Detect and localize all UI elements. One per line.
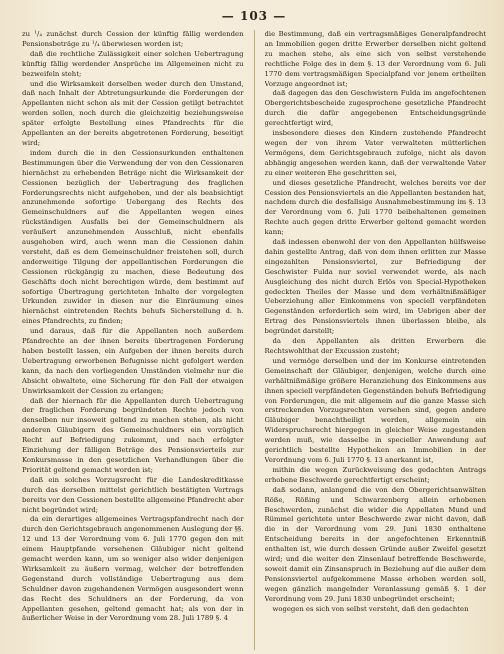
paragraph: und dieses gesetzliche Pfandrecht, welches bereits vor der Cession des Pensionsviertels an die Appellanten bestanden hat, nachdem durch die desfallsige Ausnahmebestimmung im §. 13 der Verordnung vom 6. Juli 1770 beibehaltenen gemeinen Rechte auch gegen dritte Erwerber geltend gemacht werden kann; bbox=[264, 178, 486, 237]
paragraph: daß die rechtliche Zulässigkeit einer solchen Uebertragung künftig fällig werdender Ansprüche im Allgemeinen nicht zu bezweifeln steht; bbox=[22, 49, 244, 78]
paragraph: mithin die wegen Zurückweisung des gedachten Antrags erhobene Beschwerde gerechtfertigt erscheint; bbox=[264, 465, 486, 484]
left-column bbox=[22, 30, 244, 650]
right-column bbox=[265, 30, 487, 650]
paragraph: daß indessen ebenwohl der von den Appellanten hülfsweise dahin gestellte Antrag, daß von dem ihnen erlitten zur Masse eingezahlten Pensionsviertel, zur Befriedigung der Geschwister Fulda nur soviel verwendet werde, als nach Ausgleichung des nicht durch Erlös von Special-Hypotheken gedeckten Theiles der Masse und dem verhältnißmäßiger Ueberziehung aller Einkommens von speciell verpfändeten Gegenständen erforderlich sein wird, im Uebrigen aber der Ertrag des Pensionsviertels ihnen überlassen bleibe, als begründet darstellt; bbox=[264, 238, 486, 336]
paragraph: daß ein solches Vorzugsrecht für die Landeskreditkasse durch das derselben mittelst gerichtlich bestätigten Vertrags bereits vor den Cessionen bestellte allgemeine Pfandrecht aber nicht begründet wird; bbox=[22, 475, 244, 514]
paragraph: daß dagegen das den Geschwistern Fulda im angefochtenen Obergerichtsbescheide zugesprochene gesetzliche Pfandrecht durch die dafür angegebenen Entscheidungsgründe gerechtfertigt wird, bbox=[264, 89, 486, 128]
paragraph: die Bestimmung, daß ein vertragsmäßiges Generalpfandrecht an Immobilien gegen dritte Erwerber derselben nicht geltend zu machen stehe, als eine sich von selbst verstehende rechtliche Folge des in dem §. 13 der Verordnung vom 6. Juli 1770 dem vertragsmäßigen Specialpfand vor jenem ertheilten Vorzuge angeordnet ist; bbox=[264, 30, 486, 88]
paragraph: daß der hiernach für die Appellanten durch Uebertragung der fraglichen Forderung begründeten Rechte jedoch von denselben nur insoweit geltend zu machen stehen, als nicht anderen Gläubigern des Gemeinschuldners ein vorzüglich Recht auf Befriedigung zukommt, und nach erfolgter Einziehung der fälligen Beträge des Pensionsvierteils zur Konkursmasse in den gesetzlichen Verhandlungen über die Priorität geltend gemacht worden ist; bbox=[22, 396, 244, 474]
paragraph: da ein derartiges allgemeines Vertragspfandrecht nach der durch den Gerichtsgebrauch angenommenen Auslegung der §§. 12 und 13 der Verordnung vom 6. Juli 1770 gegen den mit einem Hauptpfande versehenen Gläubiger nicht geltend gemacht werden kann, um so weniger also wider denjenigen Wirksamkeit zu äußern vermag, welcher der betreffenden Gegenstand durch vollständige Uebertragung aus dem Schuldner davon zugehandenen Vermögen ausgesondert wenn das Recht des Schuldners an der Forderung, da von Appellanten gesehen, geltend gemacht hat; als von der in äußerlicher Weise in der Verordnung vom 28. Juli 1789 §. 4 bbox=[22, 515, 244, 623]
paragraph: und daraus, daß für die Appellanten noch außerdem Pfandrechte an der ihnen bereits übertragenen Forderung haben bestellt lassen, ein Aufgeben der ihnen bereits durch Uebertragung erworbenen Befugnisse nicht gefolgert werden kann, da nach den vorliegenden Umständen vielmehr nur die Absicht obwaltete, eine Sicherung für den Fall der etwaigen Unwirksamkeit der Cession zu erlangen; bbox=[22, 327, 244, 395]
paragraph: und die Wirksamkeit derselben weder durch den Umstand, daß nach Inhalt der Abtretungsurkunde die Forderungen der Appellanten nicht schon als mit der Cession getilgt betrachtet werden sollen, noch durch die gleichzeitig beziehungsweise später erfolgte Bestellung eines Pfandrechts für die Appellanten an der bereits abgetretenen Forderung, beseitigt wird; bbox=[22, 79, 244, 147]
page-number: — 103 — bbox=[221, 9, 287, 23]
paragraph: zu ¹/₄ zunächst durch Cession der künftig fällig werdenden Pensionsbeträge zu ¹/₄ überwiesen worden ist; bbox=[22, 30, 244, 48]
paragraph: wogegen es sich von selbst versteht, daß den gedachten bbox=[272, 604, 469, 613]
paragraph: da den Appellanten als dritten Erwerbern die Rechtswohlthat der Excussion zusteht; bbox=[264, 337, 486, 355]
text-columns bbox=[22, 30, 486, 650]
column-divider bbox=[254, 30, 255, 650]
paragraph: insbesondere dieses den Kindern zustehende Pfandrecht wegen der von ihrem Vater verwalteten mütterlichen Vermögens, dem Gerichtsgebrauch zufolge, nicht als davon abhängig angesehen werden kann, daß der verwaltende Vater zu einer weiteren Ehe geschritten sei, bbox=[264, 129, 486, 177]
paragraph: indem durch die in den Cessionsurkunden enthaltenen Bestimmungen über die Verwendung der von den Cessionaren hiernächst zu erhebenden Beträge nicht die Wirksamkeit der Cessionen bezüglich der Uebertragung des fraglichen Forderungsrechts nicht aufgehoben, und der als beabsichtigt anzunehmende sofortige Uebergang des Rechts des Gemeinschuldners auf die Appellanten wegen eines rückständigen Ausfalls bei der Gemeinschuldnern als veräußert anzunehmenden Ausschluß, nicht ebenfalls ausgehoben wird, auch wenn man die Cessionen dahin versteht, daß es dem Gemeinschuldner freistehen soll, durch anderweitige Tilgung der appellantischen Forderungen die Cessionen rückgängig zu machen, diese Bedeutung des Geschäfts doch nicht berechtigen würde, dem bestimmt auf sofortige Übertragung gerichteten Inhalte der vorgelegten Urkunden zuwider in diesen nur die Einräumung eines hiernächst eintretenden Rechts behufs Sicherstellung d. h. eines Pfandrechts, zu finden; bbox=[22, 148, 244, 326]
paragraph: und vermöge derselben und der im Konkurse eintretenden Gemeinschaft der Gläubiger, denjenigen, welche durch eine verhältnißmäßige größere Heranziehung des Einkommens aus ihnen speciell verpfändeten Gegenständen behufs Befriedigung von Forderungen, die mit allgemein auf die ganze Masse sich erstreckenden Vorzugsrechten versehen sind, gegen andere Gläubiger benachtheiligt werden, allgemein ein Widerspruchsrecht hiergegen in gleicher Weise zugestanden werden muß, wie dasselbe in specieller Anwendung auf gerichtlich bestellte Hypotheken an Immobilien in der Verordnung vom 6. Juli 1770 §. 13 anerkannt ist, bbox=[264, 356, 486, 464]
paragraph: daß sodann, anlangend die von den Obergerichtsanwälten Röße, Rößing und Schwarzenberg allein erhobenen Beschwerden, zunächst die wider die Appellaten Mund und Rümmel gerichtete unter Beschwerde zwar nicht davon, daß die in der Verordnung vom 29. Juni 1830 enthaltene Entscheidung bereits in der angefochtenen Erkenntniß enthalten ist, wie durch dessen Gründe außer Zweifel gesetzt wird; und die weiter den Zinsenlauf betreffende Beschwerde, soweit damit ein Zinsanspruch in Beziehung auf die außer dem Pensionsviertel aufgekommene Masse erhoben werden soll, wegen gänzlich mangelnder Veranlassung gemäß §. 1 der Verordnung vom 29. Juni 1830 unbegründet erscheint; bbox=[264, 485, 486, 603]
